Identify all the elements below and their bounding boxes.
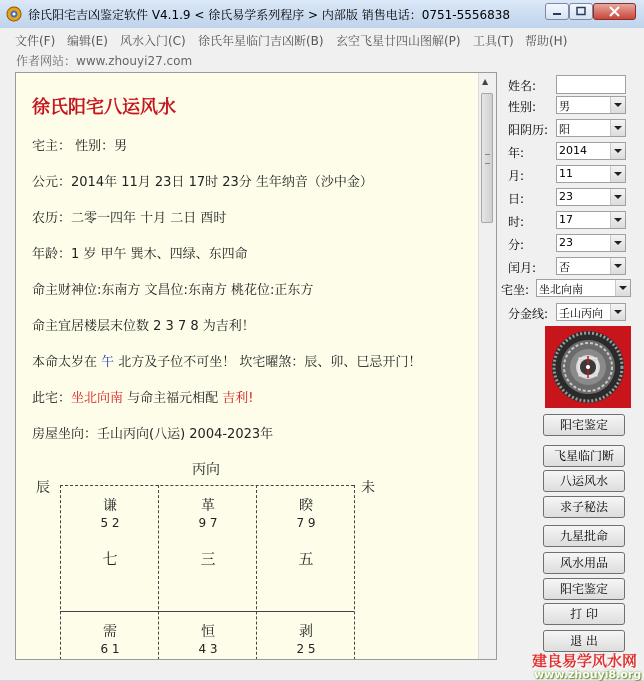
palace-base-star: 五 — [298, 550, 314, 568]
taisui-suffix: 北方及子位不可坐！ 坎宅曜煞：辰、卯、巳忌开门！ — [114, 355, 422, 370]
grid-top-line — [60, 485, 354, 486]
grid-v2-line — [256, 485, 257, 660]
hour-select[interactable] — [556, 211, 626, 229]
window-title: 徐氏阳宅吉凶鉴定软件 V4.1.9 < 徐氏易学系列程序 > 内部版 销售电话：0751-5556838 — [28, 8, 511, 22]
calendar-select[interactable] — [556, 119, 626, 137]
grid-left-line — [60, 485, 61, 660]
minute-select[interactable] — [556, 234, 626, 252]
name-label: 姓名: — [508, 79, 537, 93]
scroll-thumb[interactable] — [481, 93, 493, 223]
maximize-icon — [570, 4, 592, 19]
house-result: 吉利! — [222, 391, 254, 406]
palace-gua: 睽 — [299, 498, 313, 514]
dropdown-arrow-icon — [610, 304, 625, 320]
gender-value: 男 — [559, 100, 570, 113]
dropdown-arrow-icon — [610, 166, 625, 182]
author-website: 作者网站：www.zhouyi27.com — [16, 54, 193, 68]
fenjin-label: 分金线: — [508, 307, 549, 321]
dropdown-arrow-icon — [610, 189, 625, 205]
fengshui-supplies-button[interactable]: 风水用品 — [543, 552, 625, 574]
grid-v1-line — [158, 485, 159, 660]
month-label: 月: — [508, 169, 525, 183]
house-sit-label: 宅坐: — [501, 283, 530, 297]
palace-stars: 5 2 — [100, 516, 120, 530]
menu-file[interactable]: 文件(F) — [15, 34, 56, 48]
minimize-icon — [546, 4, 568, 19]
scroll-up-arrow-icon[interactable]: ▲ — [482, 77, 489, 86]
close-icon — [594, 4, 635, 19]
appraise-button-secondary[interactable]: 阳宅鉴定 — [543, 578, 625, 600]
hour-value: 17 — [559, 213, 573, 226]
palace-gua: 需 — [103, 624, 117, 640]
dropdown-arrow-icon — [615, 280, 630, 296]
palace-stars: 6 1 — [100, 642, 120, 656]
house-sit-value: 坐北向南 — [539, 283, 583, 296]
flying-star-button[interactable]: 飞星临门断 — [543, 445, 625, 467]
appraise-button[interactable]: 阳宅鉴定 — [543, 414, 625, 436]
day-value: 23 — [559, 190, 573, 203]
child-method-button[interactable]: 求子秘法 — [543, 496, 625, 518]
exit-button[interactable]: 退 出 — [543, 630, 625, 652]
compass-icon — [545, 326, 631, 408]
leap-month-value: 否 — [559, 261, 570, 274]
chart-right-direction: 未 — [361, 480, 375, 496]
flying-star-chart — [36, 455, 375, 660]
print-button[interactable]: 打 印 — [543, 603, 625, 625]
floors-line: 命主宜居楼层末位数 2 3 7 8 为吉利！ — [32, 319, 255, 334]
minute-label: 分: — [508, 238, 525, 252]
maximize-button[interactable] — [569, 3, 593, 20]
age-line: 年龄：1 岁 甲午 巽木、四绿、东四命 — [32, 247, 248, 262]
close-button[interactable] — [593, 3, 636, 20]
calendar-value: 阳 — [559, 123, 570, 136]
palace-gua: 剥 — [299, 624, 313, 640]
hour-label: 时: — [508, 215, 525, 229]
chart-top-direction: 丙向 — [192, 462, 220, 478]
palace-gua: 谦 — [103, 498, 117, 514]
house-mid: 与命主福元相配 — [123, 391, 223, 406]
result-panel — [15, 72, 497, 660]
palace-stars: 7 9 — [296, 516, 316, 530]
minute-value: 23 — [559, 236, 573, 249]
house-direction: 坐北向南 — [71, 391, 124, 406]
menu-fengshui-intro[interactable]: 风水入门(C) — [120, 34, 186, 48]
menu-year-star[interactable]: 徐氏年星临门吉凶断(B) — [198, 34, 324, 48]
result-title: 徐氏阳宅八运风水 — [32, 97, 176, 118]
dropdown-arrow-icon — [610, 212, 625, 228]
positions-line: 命主财神位:东南方 文昌位:东南方 桃花位:正东方 — [32, 283, 314, 298]
taisui-line — [32, 351, 421, 370]
dropdown-arrow-icon — [610, 97, 625, 113]
watermark-main-text: 建良易学风水网 — [532, 652, 638, 670]
day-label: 日: — [508, 192, 525, 206]
dropdown-arrow-icon — [610, 120, 625, 136]
menu-edit[interactable]: 编辑(E) — [67, 34, 108, 48]
taisui-prefix: 本命太岁在 — [32, 355, 102, 370]
fenjin-value: 壬山丙向 — [559, 307, 603, 320]
minimize-button[interactable] — [545, 3, 569, 20]
vertical-scrollbar[interactable] — [478, 73, 496, 659]
palace-gua: 革 — [201, 498, 215, 514]
chart-left-direction: 辰 — [36, 480, 50, 496]
luopan-compass-image — [545, 326, 631, 408]
menu-tools[interactable]: 工具(T) — [473, 34, 514, 48]
lunar-date-line: 农历：二零一四年 十月 二日 酉时 — [32, 211, 227, 226]
year-value: 2014 — [559, 144, 587, 157]
nine-star-button[interactable]: 九星批命 — [543, 525, 625, 547]
grid-right-line — [354, 485, 355, 660]
palace-stars: 9 7 — [198, 516, 218, 530]
day-select[interactable] — [556, 188, 626, 206]
leap-month-label: 闰月: — [508, 261, 537, 275]
scroll-grip-icon — [485, 154, 490, 164]
palace-stars: 4 3 — [198, 642, 218, 656]
year-select[interactable] — [556, 142, 626, 160]
taisui-branch: 午 — [101, 355, 115, 370]
grid-mid-line — [60, 611, 354, 612]
menu-help[interactable]: 帮助(H) — [525, 34, 568, 48]
palace-stars: 2 5 — [296, 642, 316, 656]
solar-date-line: 公元：2014年 11月 23日 17时 23分 生年纳音（沙中金） — [32, 175, 373, 190]
title-bar — [0, 0, 644, 28]
fenjin-select[interactable] — [556, 303, 626, 321]
house-match-line — [32, 387, 254, 406]
app-gear-icon — [6, 6, 22, 22]
house-prefix: 此宅： — [32, 391, 72, 406]
name-input[interactable] — [556, 75, 626, 94]
dropdown-arrow-icon — [610, 235, 625, 251]
owner-line: 宅主： 性别：男 — [32, 139, 128, 154]
facing-line: 房屋坐向：壬山丙向(八运) 2004-2023年 — [32, 427, 274, 442]
gender-select[interactable] — [556, 96, 626, 114]
year-label: 年: — [508, 146, 525, 160]
site-watermark — [528, 648, 644, 680]
house-sit-select[interactable] — [536, 279, 631, 297]
month-select[interactable] — [556, 165, 626, 183]
menu-bar — [0, 28, 644, 50]
eight-luck-button[interactable]: 八运风水 — [543, 470, 625, 492]
menu-flying-star-diagram[interactable]: 玄空飞星廿四山图解(P) — [336, 34, 461, 48]
palace-base-star: 三 — [200, 550, 216, 568]
dropdown-arrow-icon — [610, 258, 625, 274]
calendar-label: 阳阴历: — [508, 123, 549, 137]
month-value: 11 — [559, 167, 573, 180]
dropdown-arrow-icon — [610, 143, 625, 159]
palace-base-star: 七 — [102, 550, 118, 568]
palace-gua: 恒 — [201, 624, 215, 640]
gender-label: 性别: — [508, 100, 537, 114]
leap-month-select[interactable] — [556, 257, 626, 275]
watermark-url-text: www.zhouyi8.org — [534, 668, 642, 681]
